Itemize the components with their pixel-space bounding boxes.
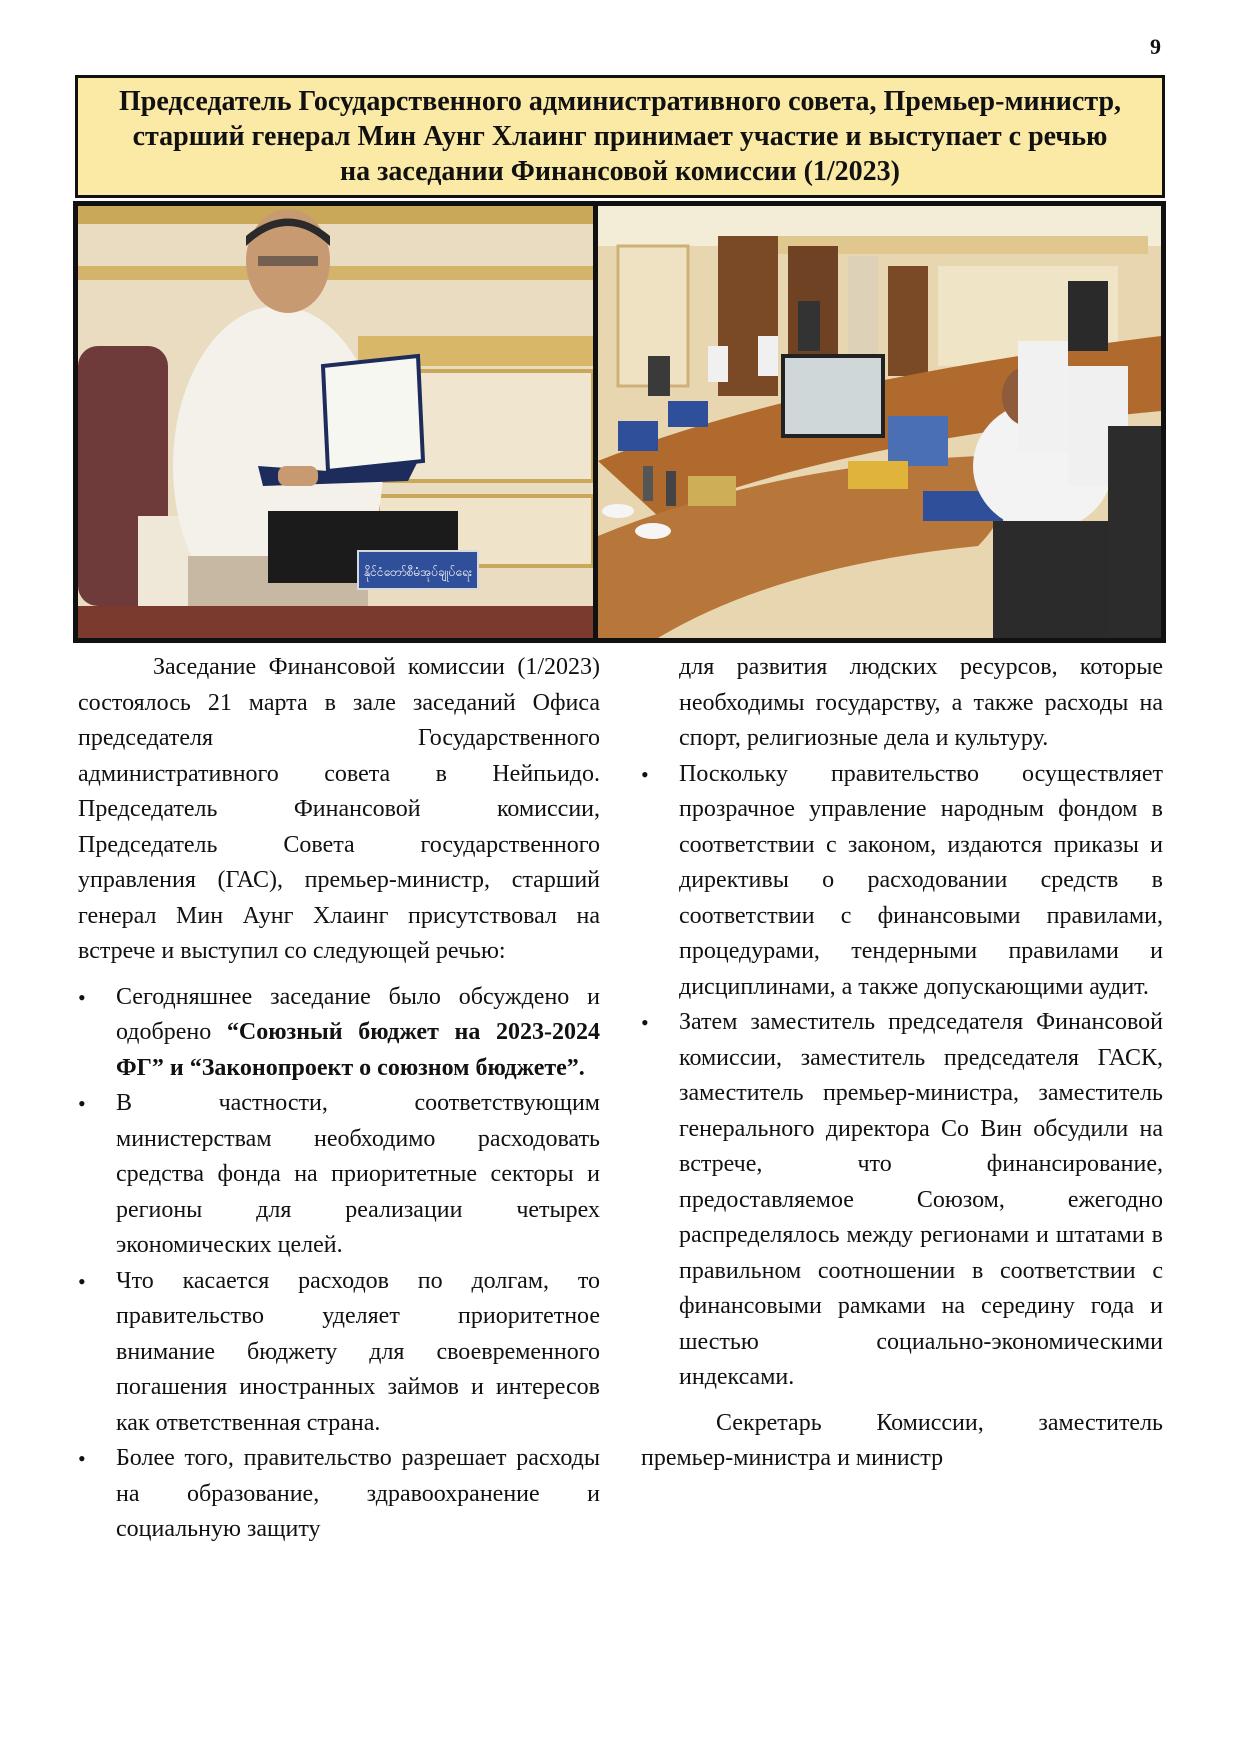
left-column	[78, 650, 600, 1548]
left-bullet-list	[78, 980, 600, 1548]
closing-paragraph: Секретарь Комиссии, заместитель премьер-министра и министр	[641, 1409, 1163, 1471]
bullet-education-expenses: • Более того, правительство разрешает расходы на образование, здравоохранение и социальную защиту	[78, 1441, 600, 1548]
photo-frame	[73, 201, 1166, 643]
photo-speaker	[78, 206, 593, 638]
page-number: 9	[1150, 34, 1161, 59]
photo-meeting-room	[598, 206, 1161, 638]
bullet-budget-bold: “Союзный бюджет на 2023-2024 ФГ” и “Законопроект о союзном бюджете”.	[116, 1019, 600, 1081]
bullet-transparent-management: • Поскольку правительство осуществляет прозрачное управление народным фондом в соответствии с законом, издаются приказы и директивы о расходовании средств в соответствии с финансовыми правилами, процедурами, тендерными правилами и дисциплинами, а также допускающими аудит.	[641, 757, 1163, 1006]
bullet-debt-expenses: • Что касается расходов по долгам, то правительство уделяет приоритетное внимание бюджету для своевременного погашения иностранных займов и интересов как ответственная страна.	[78, 1264, 600, 1442]
bullet-budget-text: Сегодняшнее заседание было обсуждено и одобрено	[116, 983, 600, 1045]
nameplate-text: နိုင်ငံတော်စီမံအုပ်ချုပ်ရေး	[364, 565, 472, 579]
right-bullet-list	[641, 757, 1163, 1396]
bullet-education-continued: для развития людских ресурсов, которые необходимы государству, а также расходы на спорт, религиозные дела и культуру.	[679, 654, 1163, 751]
intro-paragraph: Заседание Финансовой комиссии (1/2023) состоялось 21 марта в зале заседаний Офиса председателя Государственного административного совета в Нейпьидо. Председатель Финансовой комиссии, Председатель Совета государственного управления (ГАС), премьер-министр, старший генерал Мин Аунг Хлаинг присутствовал на встрече и выступил со следующей речью:	[78, 654, 600, 964]
article-title-box	[75, 75, 1165, 198]
bullet-deputy-discussion: • Затем заместитель председателя Финансовой комиссии, заместитель председателя ГАСК, заместитель премьер-министра, заместитель генерального директора Со Вин обсудили на встрече, что финансирование, предоставляемое Союзом, ежегодно распределялось между регионами и штатами в правильном соотношении в соответствии с финансовыми рамками на середину года и шестью социально-экономическими индексами.	[641, 1005, 1163, 1396]
bullet-priority-sectors: • В частности, соответствующим министерствам необходимо расходовать средства фонда на приоритетные секторы и регионы для реализации четырех экономических целей.	[78, 1086, 600, 1264]
article-title: Председатель Государственного административного совета, Премьер-министр, старший генерал Мин Аунг Хлаинг принимает участие и выступает с речью на заседании Финансовой комиссии (1/2023)	[118, 86, 1122, 187]
bullet-budget-approval	[78, 980, 600, 1087]
right-column	[641, 650, 1163, 1477]
